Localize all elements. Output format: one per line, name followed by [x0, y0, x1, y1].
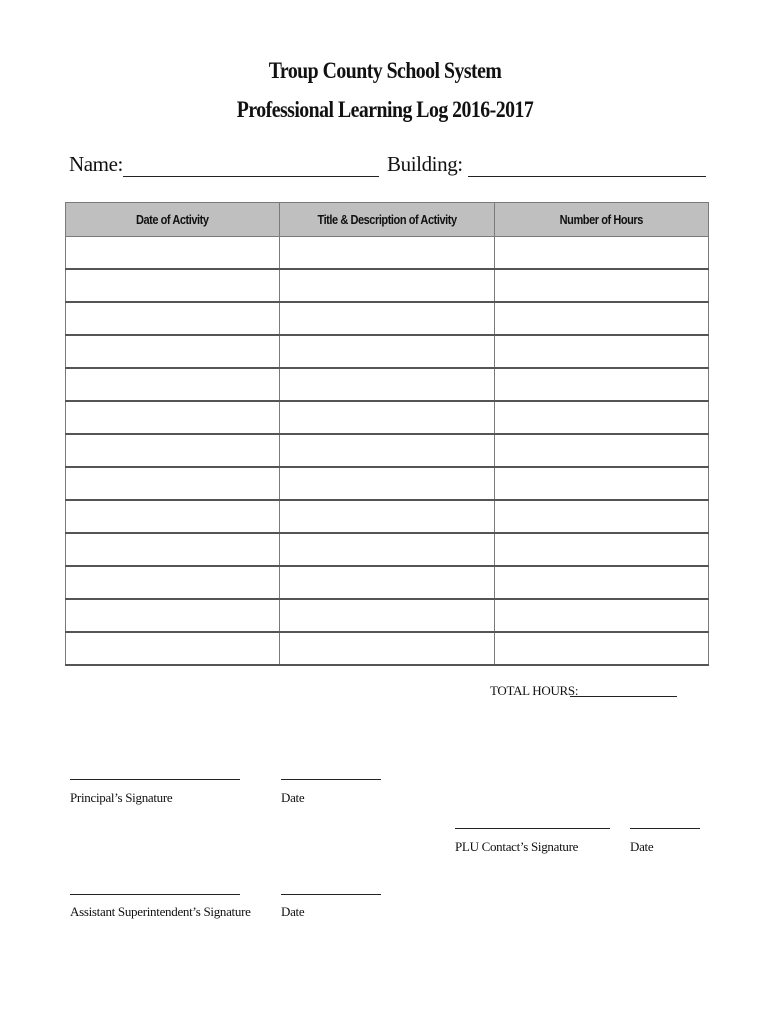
hours-cell[interactable] — [494, 335, 708, 368]
date-cell[interactable] — [66, 632, 280, 665]
date-cell[interactable] — [66, 269, 280, 302]
building-label: Building: — [387, 152, 463, 176]
title-cell[interactable] — [280, 500, 494, 533]
asst-superintendent-date-line[interactable] — [281, 894, 381, 895]
column-header-hours: Number of Hours — [494, 203, 708, 237]
table-header-row — [66, 203, 709, 237]
name-blank-line[interactable] — [123, 154, 379, 177]
title-cell[interactable] — [280, 401, 494, 434]
plu-contact-date-line[interactable] — [630, 828, 700, 829]
table-row — [66, 434, 709, 467]
principal-signature-label: Principal’s Signature — [70, 790, 173, 805]
table-row — [66, 599, 709, 632]
name-field[interactable] — [69, 152, 379, 177]
table-row — [66, 269, 709, 302]
table-row — [66, 632, 709, 665]
date-cell[interactable] — [66, 335, 280, 368]
title-cell[interactable] — [280, 632, 494, 665]
plu-contact-signature-label: PLU Contact’s Signature — [455, 839, 579, 854]
table-row — [66, 368, 709, 401]
date-cell[interactable] — [66, 500, 280, 533]
title-cell[interactable] — [280, 599, 494, 632]
principal-date-label: Date — [281, 790, 305, 805]
table-row — [66, 500, 709, 533]
hours-cell[interactable] — [494, 632, 708, 665]
date-cell[interactable] — [66, 237, 280, 270]
title-cell[interactable] — [280, 335, 494, 368]
hours-cell[interactable] — [494, 434, 708, 467]
table-row — [66, 566, 709, 599]
building-field[interactable] — [387, 152, 706, 177]
total-hours-field[interactable] — [490, 683, 578, 699]
hours-cell[interactable] — [494, 599, 708, 632]
building-blank-line[interactable] — [468, 154, 706, 177]
title-cell[interactable] — [280, 269, 494, 302]
hours-cell[interactable] — [494, 269, 708, 302]
title-cell[interactable] — [280, 533, 494, 566]
table-row — [66, 335, 709, 368]
principal-date-line[interactable] — [281, 779, 381, 780]
date-cell[interactable] — [66, 533, 280, 566]
date-cell[interactable] — [66, 302, 280, 335]
column-header-title: Title & Description of Activity — [280, 203, 494, 237]
hours-cell[interactable] — [494, 566, 708, 599]
plu-contact-signature-line[interactable] — [455, 828, 610, 829]
asst-superintendent-signature-line[interactable] — [70, 894, 240, 895]
table-row — [66, 533, 709, 566]
hours-cell[interactable] — [494, 302, 708, 335]
hours-cell[interactable] — [494, 237, 708, 270]
table-row — [66, 467, 709, 500]
title-cell[interactable] — [280, 237, 494, 270]
title-cell[interactable] — [280, 467, 494, 500]
hours-cell[interactable] — [494, 500, 708, 533]
date-cell[interactable] — [66, 566, 280, 599]
date-cell[interactable] — [66, 467, 280, 500]
document-subtitle: Professional Learning Log 2016-2017 — [236, 97, 534, 122]
hours-cell[interactable] — [494, 533, 708, 566]
column-header-date: Date of Activity — [66, 203, 280, 237]
hours-cell[interactable] — [494, 401, 708, 434]
principal-signature-line[interactable] — [70, 779, 240, 780]
asst-superintendent-signature-label: Assistant Superintendent’s Signature — [70, 904, 251, 919]
table-row — [66, 401, 709, 434]
document-title: Troup County School System — [268, 58, 502, 83]
title-cell[interactable] — [280, 566, 494, 599]
title-cell[interactable] — [280, 434, 494, 467]
date-cell[interactable] — [66, 368, 280, 401]
title-cell[interactable] — [280, 302, 494, 335]
date-cell[interactable] — [66, 599, 280, 632]
total-hours-line[interactable] — [570, 696, 677, 697]
learning-log-table — [65, 202, 709, 666]
date-cell[interactable] — [66, 434, 280, 467]
asst-superintendent-date-label: Date — [281, 904, 305, 919]
total-hours-label: TOTAL HOURS: — [490, 683, 579, 698]
hours-cell[interactable] — [494, 467, 708, 500]
table-row — [66, 302, 709, 335]
hours-cell[interactable] — [494, 368, 708, 401]
table-row — [66, 237, 709, 270]
table-body — [66, 237, 709, 666]
title-cell[interactable] — [280, 368, 494, 401]
name-label: Name: — [69, 152, 123, 176]
plu-contact-date-label: Date — [630, 839, 654, 854]
date-cell[interactable] — [66, 401, 280, 434]
